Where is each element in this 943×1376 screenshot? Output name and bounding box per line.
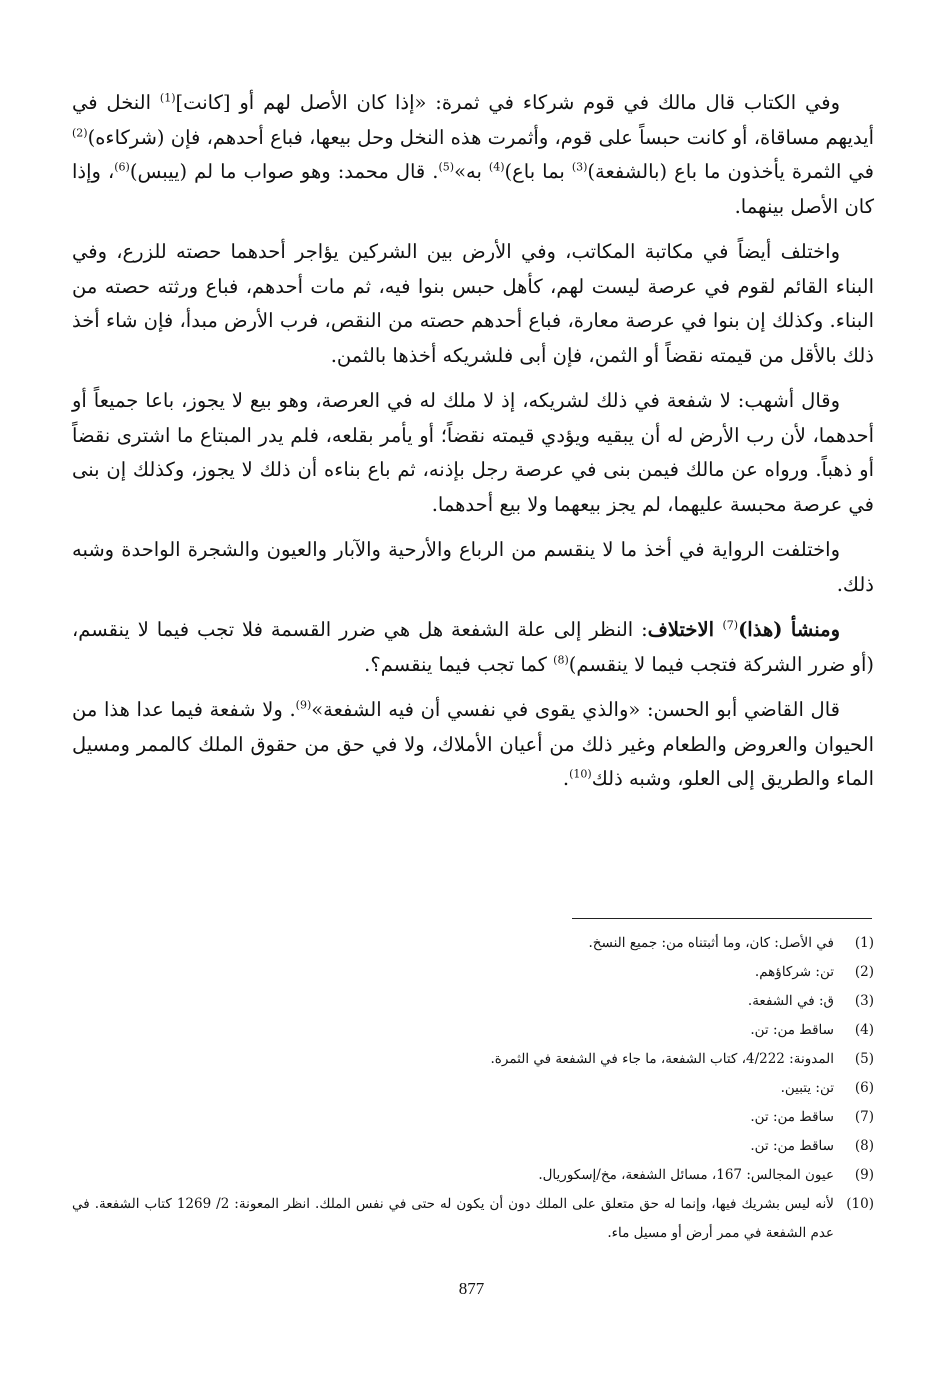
footnote-number: (4) [854, 1022, 874, 1038]
text-run: به» [454, 160, 489, 183]
footnote-text: لأنه ليس بشريك فيها، وإنما له حق متعلق على الملك دون أن يكون له حتى في نفس الملك. انظر المعونة: 2/ 1269 كتاب الشفعة. في عدم الشفعة في ممر أرض أو مسيل ماء. [72, 1196, 834, 1241]
paragraph [72, 693, 874, 797]
footnote-item [72, 1045, 874, 1074]
footnote-item [72, 958, 874, 987]
footnote-number: (10) [846, 1196, 874, 1212]
footnote-separator [572, 918, 872, 919]
text-run: قال القاضي أبو الحسن: «والذي يقوى في نفسي أن فيه الشفعة» [311, 698, 840, 721]
footnote-ref: (7) [722, 618, 739, 632]
paragraph [72, 86, 874, 224]
footnote-text: تن: شركاؤهم. [754, 964, 834, 980]
text-run: : النظر إلى علة الشفعة هل هي ضرر القسمة فلا تجب فيما لا ينقسم، (أو ضرر الشركة فتجب فيما لا ينقسم) [72, 618, 874, 676]
footnotes [72, 929, 874, 1248]
footnote-item [72, 1161, 874, 1190]
paragraph [72, 384, 874, 522]
text-run: . [562, 767, 570, 790]
text-run: . ولا شفعة فيما عدا هذا من الحيوان والعروض والطعام وغير ذلك من أعيان الأملاك، ولا في حق من حقوق الملك كالممر ومسيل الماء والطريق إلى العلو، وشبه ذلك [72, 698, 874, 790]
text-run: في الثمرة يأخذون ما باع (بالشفعة) [587, 160, 875, 183]
text-run: . قال محمد: وهو صواب ما لم (ييبس) [129, 160, 439, 183]
main-text [72, 86, 874, 808]
text-run: ، وإذا كان الأصل بينهما. [72, 160, 874, 218]
text-run: كما تجب فيما ينقسم؟. [364, 652, 554, 676]
paragraph [72, 613, 874, 682]
footnote-number: (8) [854, 1138, 874, 1154]
footnote-text: ساقط من: تن. [750, 1138, 834, 1154]
footnote-ref: (9) [295, 698, 312, 712]
footnote-item [72, 1016, 874, 1045]
bold-text: الاختلاف [647, 618, 723, 641]
footnote-ref: (1) [159, 91, 176, 105]
text-run: النخل في أيديهم مساقاة، أو كانت حبساً على قوم، وأثمرت هذه النخل وحل بيعها، فباع أحدهم، فإن (شركاءه) [72, 91, 874, 149]
text-run: وفي الكتاب قال مالك في قوم شركاء في ثمرة: «إذا كان الأصل لهم أو [كانت] [175, 91, 841, 114]
footnote-number: (5) [854, 1051, 874, 1067]
footnote-number: (1) [854, 935, 874, 951]
footnote-text: ساقط من: تن. [750, 1109, 834, 1125]
footnote-number: (7) [854, 1109, 874, 1125]
footnote-text: ساقط من: تن. [750, 1022, 834, 1038]
footnote-ref: (10) [569, 767, 592, 781]
text-run: واختلفت الرواية في أخذ ما لا ينقسم من الرباع والأرحية والآبار والعيون والشجرة الواحدة وشبه ذلك. [72, 538, 874, 596]
footnote-item [72, 1190, 874, 1248]
footnote-ref: (2) [72, 126, 88, 139]
footnote-ref: (6) [114, 160, 130, 174]
paragraph [72, 235, 874, 373]
footnote-text: في الأصل: كان، وما أثبتناه من: جميع النسخ. [588, 935, 834, 951]
bold-text: ومنشأ (هذا) [738, 618, 840, 641]
footnote-number: (3) [854, 993, 874, 1009]
footnote-number: (6) [854, 1080, 874, 1096]
text-run: واختلف أيضاً في مكاتبة المكاتب، وفي الأرض بين الشركين يؤاجر أحدهما حصته للزرع، وفي البناء القائم لقوم في عرصة ليست لهم، كأهل حبس بنوا فيه، ثم مات أحدهم، فباع ورثته حصته من البناء. وكذلك إن بنوا في عرصة معارة، فباع أحدهم حصته من النقص، فرب الأرض مبدأ، فإن شاء أخذ ذلك بالأقل من قيمته نقضاً أو الثمن، فإن أبى فلشريكه أخذها بالثمن. [72, 240, 874, 367]
footnote-ref: (4) [488, 160, 505, 174]
footnote-ref: (5) [438, 160, 455, 174]
footnote-item [72, 1074, 874, 1103]
footnote-item [72, 987, 874, 1016]
footnote-text: تن: يتبين. [780, 1080, 834, 1096]
text-run: بما باع) [504, 160, 572, 183]
footnote-item [72, 1103, 874, 1132]
paragraph [72, 533, 874, 602]
footnote-number: (9) [854, 1167, 874, 1183]
footnote-text: عيون المجالس: 167، مسائل الشفعة، مخ/إسكوريال. [538, 1167, 834, 1183]
footnote-number: (2) [854, 964, 874, 980]
footnote-ref: (3) [571, 160, 588, 174]
footnote-ref: (8) [553, 653, 569, 666]
footnote-item [72, 929, 874, 958]
text-run: وقال أشهب: لا شفعة في ذلك لشريكه، إذ لا ملك له في العرصة، وهو بيع لا يجوز، باعا جميعاً أو أحدهما، لأن رب الأرض له أن يبقيه ويؤدي قيمته نقضاً؛ أو يأمر بقلعه، فلم يدر المبتاع ما اشترى نقضاً أو ذهباً. ورواه عن مالك فيمن بنى في عرصة رجل بإذنه، ثم باع بناءه أن ذلك لا يجوز، وكذلك إن بنى في عرصة محبسة عليهما، لم يجز بيعهما ولا بيع أحدهما. [72, 389, 874, 516]
footnote-item [72, 1132, 874, 1161]
footnote-text: المدونة: 4/222، كتاب الشفعة، ما جاء في الشفعة في الثمرة. [490, 1051, 834, 1067]
footnote-text: ق: في الشفعة. [747, 993, 834, 1009]
page-number: 877 [458, 1279, 485, 1298]
